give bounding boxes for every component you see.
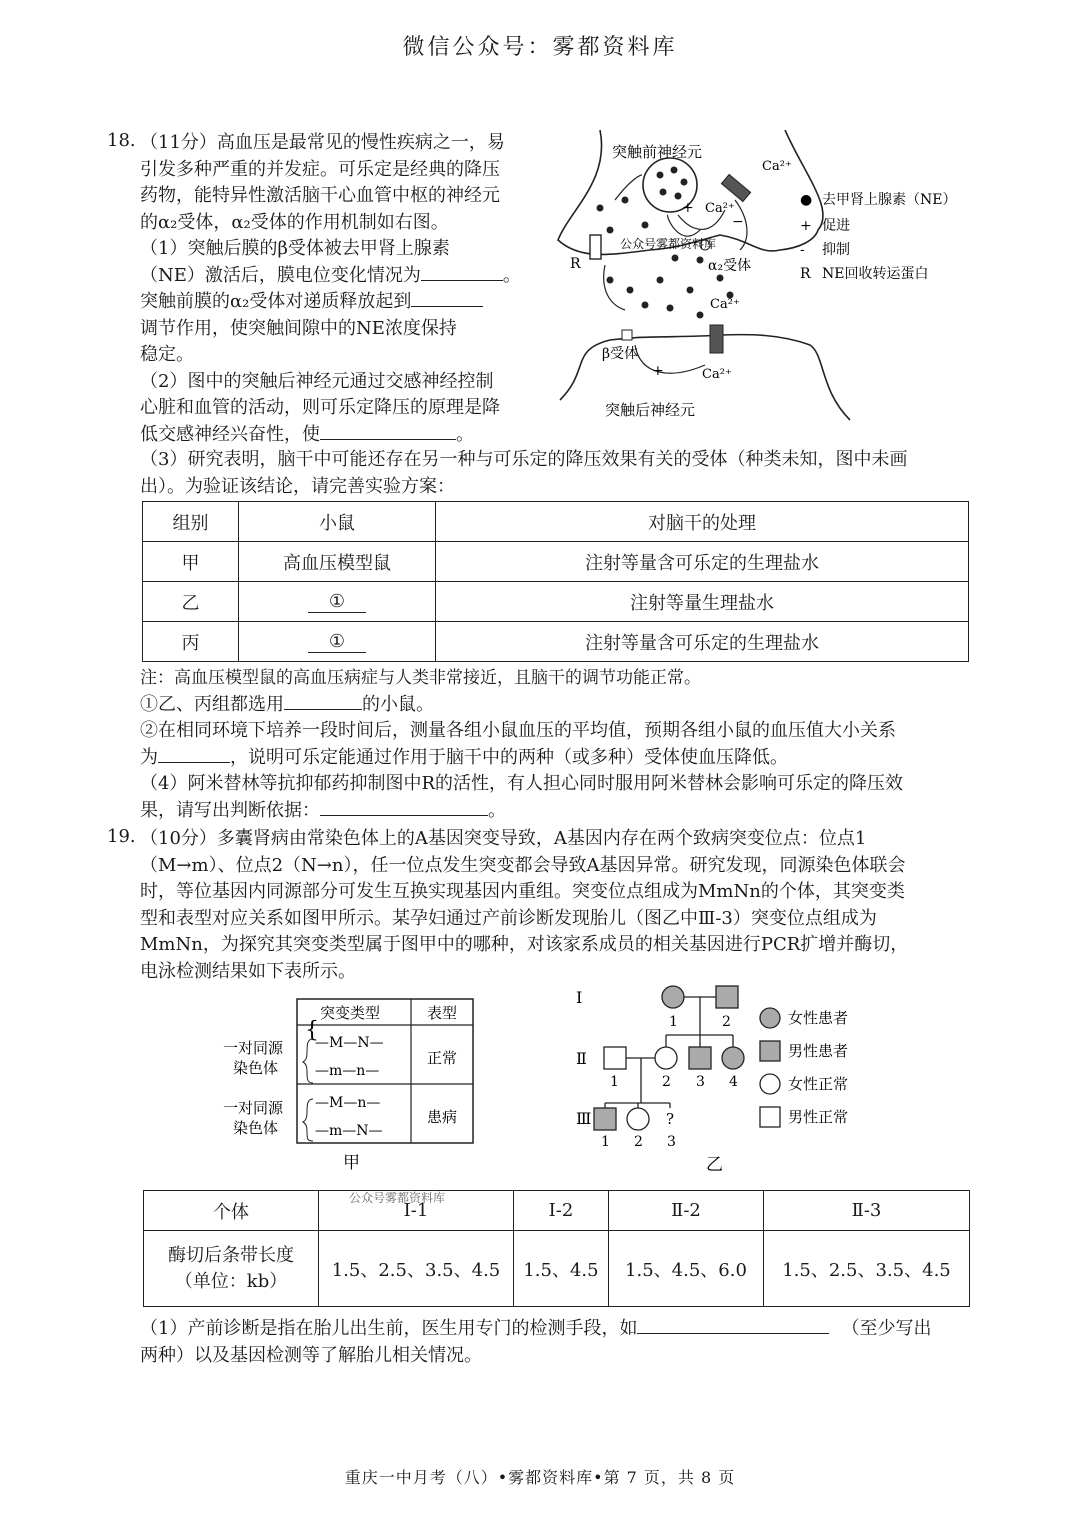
table-cell: 1.5、4.5、6.0 <box>609 1231 764 1307</box>
female-patient-icon <box>760 1008 780 1028</box>
female-patient-icon <box>662 986 684 1008</box>
individual-number: 2 <box>662 1074 671 1090</box>
table-row-label: 酶切后条带长度 （单位：kb） <box>144 1231 319 1307</box>
q18-line: （11分）高血压是最常见的慢性疾病之一，易 <box>140 132 505 153</box>
jia-side-label: 一对同源 <box>223 1099 284 1117</box>
chromosome-line: —m—N— <box>315 1123 383 1139</box>
ca-label: Ca²⁺ <box>762 159 792 174</box>
q19-line: 电泳检测结果如下表所示。 <box>140 960 356 982</box>
female-patient-icon <box>722 1047 744 1069</box>
q18-intro <box>140 130 540 448</box>
table-header: 个体 <box>144 1191 319 1231</box>
synapse-diagram <box>550 130 990 430</box>
phenotype-disease: 患病 <box>427 1108 458 1126</box>
pedigree-legend <box>760 1008 848 1127</box>
table-cell: 高血压模型鼠 <box>239 542 436 582</box>
q18-line: 的α₂受体，α₂受体的作用机制如右图。 <box>140 211 449 233</box>
q18-q4-line: （4）阿米替林等抗抑郁药抑制图中R的活性，有人担心同时服用阿米替林会影响可乐定的降压效 <box>140 773 904 794</box>
male-patient-icon <box>716 986 738 1008</box>
table-header: Ⅰ-1 公众号雾都资料库 <box>319 1191 514 1231</box>
page-footer: 重庆一中月考（八）•雾都资料库•第 7 页，共 8 页 <box>344 1468 736 1487</box>
ca-label: Ca²⁺ <box>705 201 735 216</box>
r-label: R <box>570 256 581 272</box>
q18-line: 稳定。 <box>140 344 194 365</box>
q19-line: 时，等位基因内同源部分可发生互换实现基因内重组。突变位点组成为MmNn的个体，其突变类 <box>140 881 905 902</box>
pre-neuron-label: 突触前神经元 <box>612 143 703 161</box>
individual-number: 1 <box>669 1014 678 1030</box>
q18-line: 低交感神经兴奋性，使 。 <box>140 423 474 445</box>
brace: { <box>305 1018 319 1043</box>
legend-inhibit: 抑制 <box>822 242 850 258</box>
legend-promote: 促进 <box>822 218 850 234</box>
q18-table <box>142 501 969 662</box>
r-icon: R <box>800 266 811 282</box>
table-note: 注：高血压模型鼠的高血压病症与人类非常接近，且脑干的调节功能正常。 <box>140 668 701 688</box>
jia-header: 突变类型 <box>320 1004 381 1022</box>
q18-p3-line: 出）。为验证该结论，请完善实验方案： <box>140 475 455 497</box>
legend-ne: 去甲肾上腺素（NE） <box>822 192 957 208</box>
jia-side-label: 染色体 <box>233 1119 279 1137</box>
q18-line: 引发多种严重的并发症。可乐定是经典的降压 <box>140 158 500 180</box>
q18-part3 <box>140 447 980 500</box>
figure-caption: 甲 <box>343 1153 360 1173</box>
table-row <box>143 622 969 662</box>
q18-line: 突触前膜的α₂受体对递质释放起到 <box>140 289 540 316</box>
page-header: 微信公众号：雾都资料库 <box>402 35 678 60</box>
watermark: 公众号雾都资料库 <box>349 1191 446 1205</box>
table-cell: 注射等量含可乐定的生理盐水 <box>436 542 969 582</box>
legend-label: 男性正常 <box>788 1108 849 1126</box>
q19-intro <box>140 826 980 985</box>
q18-line: （1）突触后膜的β受体被去甲肾上腺素 <box>140 238 450 259</box>
watermark: 公众号雾都资料库 <box>620 237 717 251</box>
diagram-legend <box>800 191 956 282</box>
table-row <box>143 542 969 582</box>
q19-line: MmNn，为探究其突变类型属于图甲中的哪种，对该家系成员的相关基因进行PCR扩增并酶切， <box>140 934 909 955</box>
individual-number: 3 <box>696 1074 705 1090</box>
female-normal-icon <box>627 1108 649 1130</box>
ne-dot-icon: ● <box>800 192 813 208</box>
q19-line: 型和表型对应关系如图甲所示。某孕妇通过产前诊断发现胎儿（图乙中Ⅲ-3）突变位点组成为 <box>140 907 877 929</box>
figure-caption: 乙 <box>706 1155 723 1175</box>
generation-label: Ⅰ <box>576 988 583 1007</box>
female-normal-icon <box>760 1074 780 1094</box>
table-row <box>144 1231 970 1307</box>
male-normal-icon <box>760 1107 780 1127</box>
male-patient-icon <box>594 1108 616 1130</box>
chromosome-line: —m—n— <box>315 1063 380 1079</box>
figure-jia <box>215 995 485 1175</box>
q18-line: （2）图中的突触后神经元通过交感神经控制 <box>140 370 494 392</box>
table-header: 组别 <box>143 502 239 542</box>
female-normal-icon <box>655 1047 677 1069</box>
q18-p3-line: （3）研究表明，脑干中可能还存在另一种与可乐定的降压效果有关的受体（种类未知，图中未画 <box>140 449 908 470</box>
q19-number: 19. <box>107 826 136 847</box>
figure-yi-pedigree <box>570 980 870 1175</box>
alpha-receptor-label: α₂受体 <box>708 258 752 274</box>
generation-label: Ⅱ <box>576 1049 587 1068</box>
q19-line: （10分）多囊肾病由常染色体上的A基因突变导致，A基因内存在两个致病突变位点：位点1 <box>140 828 867 849</box>
table-cell: ① <box>239 622 436 662</box>
q18-subquestions <box>140 665 980 824</box>
individual-number: 4 <box>729 1074 738 1090</box>
legend-label: 女性正常 <box>788 1075 849 1093</box>
table-cell: 注射等量含可乐定的生理盐水 <box>436 622 969 662</box>
table-header: Ⅰ-2 <box>514 1191 609 1231</box>
q18-line: 调节作用，使突触间隙中的NE浓度保持 <box>140 317 457 339</box>
q18-line: （NE）激活后，膜电位变化情况为 。 <box>140 264 521 286</box>
generation-label: Ⅲ <box>576 1109 592 1128</box>
phenotype-normal: 正常 <box>427 1049 458 1067</box>
legend-label: 男性患者 <box>788 1042 849 1060</box>
ca-label: Ca²⁺ <box>710 297 740 312</box>
table-cell: 1.5、4.5 <box>514 1231 609 1307</box>
q18-q2-line: ②在相同环境下培养一段时间后，测量各组小鼠血压的平均值，预期各组小鼠的血压值大小关系 <box>140 720 896 741</box>
table-cell: 注射等量生理盐水 <box>436 582 969 622</box>
q19-part1 <box>140 1316 980 1369</box>
beta-receptor-label: β受体 <box>602 346 639 362</box>
legend-label: 女性患者 <box>788 1009 849 1027</box>
table-row <box>143 582 969 622</box>
legend-transporter: NE回收转运蛋白 <box>822 266 929 282</box>
individual-number: 2 <box>722 1014 731 1030</box>
table-cell: 1.5、2.5、3.5、4.5 <box>764 1231 970 1307</box>
q18-q2-line: 为 ，说明可乐定能通过作用于脑干中的两种（或多种）受体使血压降低。 <box>140 746 788 768</box>
jia-side-label: 染色体 <box>233 1059 279 1077</box>
q18-q4-line: 果，请写出判断依据： 。 <box>140 799 506 821</box>
male-normal-icon <box>604 1047 626 1069</box>
plus-mark: + <box>652 363 664 379</box>
table-header: Ⅱ-2 <box>609 1191 764 1231</box>
table-cell: 丙 <box>143 622 239 662</box>
male-patient-icon <box>760 1041 780 1061</box>
q18-line: 心脏和血管的活动，则可乐定降压的原理是降 <box>140 397 500 418</box>
plus-icon: + <box>800 218 812 234</box>
individual-number: 1 <box>610 1074 619 1090</box>
minus-icon: - <box>800 242 805 258</box>
individual-number: 2 <box>634 1134 643 1150</box>
table-header: Ⅱ-3 <box>764 1191 970 1231</box>
jia-header: 表型 <box>427 1004 458 1022</box>
fetus-unknown: ? <box>666 1110 675 1128</box>
table-cell: 乙 <box>143 582 239 622</box>
individual-number: 3 <box>667 1134 676 1150</box>
table-cell: 甲 <box>143 542 239 582</box>
q18-number: 18. <box>107 130 136 151</box>
post-neuron-label: 突触后神经元 <box>605 401 696 419</box>
q19-line: （M→m）、位点2（N→n），任一位点发生突变都会导致A基因异常。研究发现，同源染色体联会 <box>140 854 906 876</box>
q19-p1-line: （1）产前诊断是指在胎儿出生前，医生用专门的检测手段，如 （至少写出 <box>140 1318 932 1339</box>
q18-line: 药物，能特异性激活脑干心血管中枢的神经元 <box>140 185 500 206</box>
minus-mark: − <box>732 214 744 230</box>
table-cell: ① <box>239 582 436 622</box>
plus-mark: + <box>682 200 694 216</box>
q18-q1: ①乙、丙组都选用 的小鼠。 <box>140 693 434 715</box>
table-header: 对脑干的处理 <box>436 502 969 542</box>
q19-p1-line: 两种）以及基因检测等了解胎儿相关情况。 <box>140 1344 482 1366</box>
ca-label: Ca²⁺ <box>702 367 732 382</box>
q19-table <box>143 1190 970 1307</box>
table-header: 小鼠 <box>239 502 436 542</box>
male-patient-icon <box>689 1047 711 1069</box>
chromosome-line: —M—N— <box>315 1035 384 1051</box>
jia-side-label: 一对同源 <box>223 1039 284 1057</box>
individual-number: 1 <box>601 1134 610 1150</box>
chromosome-line: —M—n— <box>315 1095 381 1111</box>
table-cell: 1.5、2.5、3.5、4.5 <box>319 1231 514 1307</box>
